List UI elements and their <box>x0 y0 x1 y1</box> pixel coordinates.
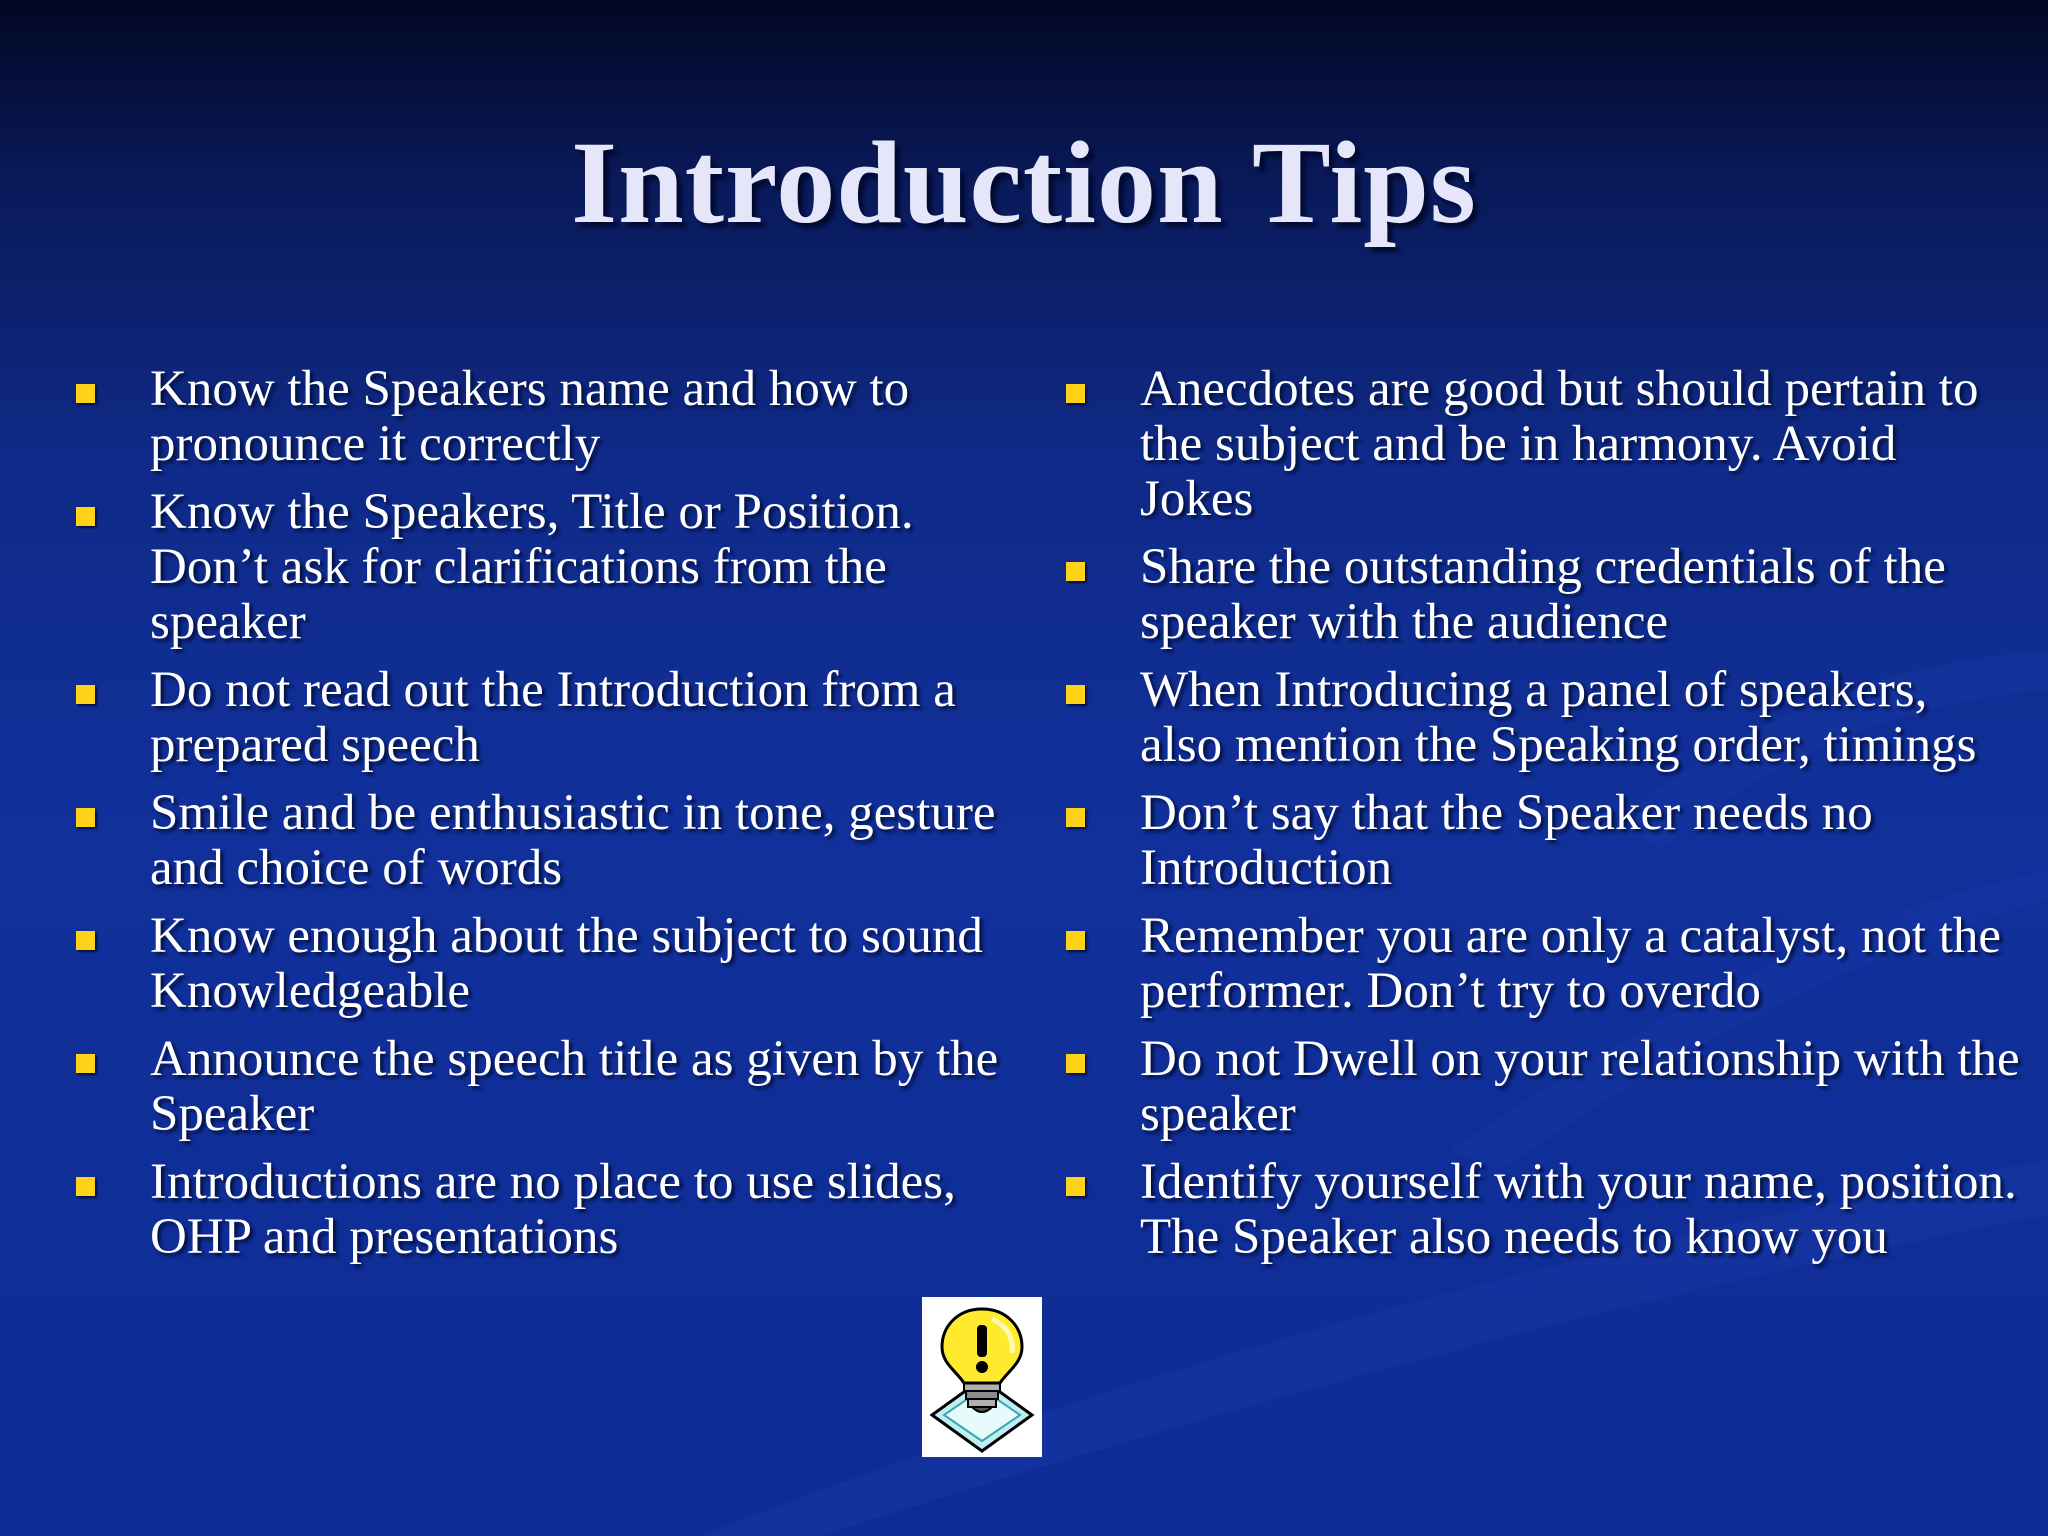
bullet-text: Share the outstanding credentials of the speaker with the audience <box>1140 539 1946 650</box>
bullet-text: Identify yourself with your name, position. The Speaker also needs to know you <box>1140 1154 2017 1265</box>
bullet-icon <box>76 808 95 827</box>
bullet-icon <box>76 931 95 950</box>
bullet-icon <box>76 685 95 704</box>
list-item <box>1060 540 2020 650</box>
bullet-text: Know enough about the subject to sound Knowledgeable <box>150 908 983 1019</box>
list-item <box>70 1032 1010 1142</box>
bullet-icon <box>1066 1054 1085 1073</box>
bullet-icon <box>1066 384 1085 403</box>
bullet-icon <box>1066 685 1085 704</box>
bullet-icon <box>76 1177 95 1196</box>
bullet-text: Anecdotes are good but should pertain to the subject and be in harmony. Avoid Jokes <box>1140 361 1979 527</box>
right-bullet-list <box>1060 362 2020 1278</box>
list-item <box>70 663 1010 773</box>
bullet-text: Remember you are only a catalyst, not the performer. Don’t try to overdo <box>1140 908 2002 1019</box>
slide-title: Introduction Tips <box>571 117 1477 248</box>
left-bullet-list <box>70 362 1010 1278</box>
bullet-icon <box>76 384 95 403</box>
list-item <box>70 362 1010 472</box>
list-item <box>1060 1155 2020 1265</box>
list-item <box>1060 663 2020 773</box>
bullet-text: Introductions are no place to use slides, OHP and presentations <box>150 1154 956 1265</box>
list-item <box>70 1155 1010 1265</box>
list-item <box>1060 1032 2020 1142</box>
bullet-icon <box>1066 808 1085 827</box>
bullet-icon <box>1066 931 1085 950</box>
list-item <box>70 909 1010 1019</box>
bullet-text: Know the Speakers name and how to pronounce it correctly <box>150 361 910 472</box>
bullet-text: Do not Dwell on your relationship with the speaker <box>1140 1031 2020 1142</box>
bullet-icon <box>1066 1177 1085 1196</box>
bullet-icon <box>76 1054 95 1073</box>
list-item <box>70 485 1010 650</box>
lightbulb-exclamation-icon <box>922 1297 1042 1457</box>
bullet-text: Don’t say that the Speaker needs no Introduction <box>1140 785 1873 896</box>
list-item <box>1060 362 2020 527</box>
list-item <box>1060 786 2020 896</box>
bullet-icon <box>1066 562 1085 581</box>
bullet-text: Do not read out the Introduction from a prepared speech <box>150 662 956 773</box>
bullet-icon <box>76 507 95 526</box>
bullet-text: When Introducing a panel of speakers, also mention the Speaking order, timings <box>1140 662 1977 773</box>
bullet-text: Smile and be enthusiastic in tone, gesture and choice of words <box>150 785 996 896</box>
list-item <box>70 786 1010 896</box>
bullet-text: Announce the speech title as given by the Speaker <box>150 1031 999 1142</box>
bullet-text: Know the Speakers, Title or Position. Don’t ask for clarifications from the speaker <box>150 484 914 650</box>
list-item <box>1060 909 2020 1019</box>
